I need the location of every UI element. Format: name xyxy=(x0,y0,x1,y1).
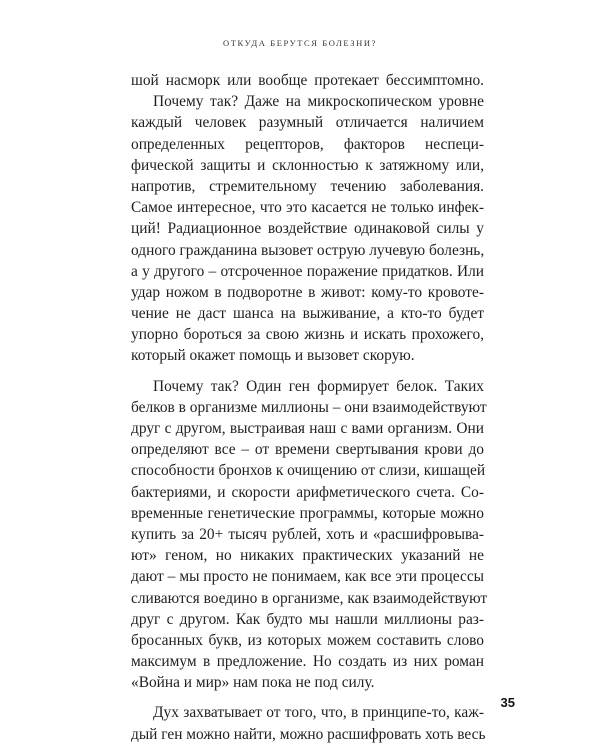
text-line: временные генетические программы, которые можно xyxy=(131,504,484,522)
text-line: который окажет помощь и вызовет скорую. xyxy=(131,347,415,365)
text-line: фической защиты и склонностью к затяжному или, xyxy=(131,156,484,174)
text-line: шой насморк или вообще протекает бессимптомно. xyxy=(131,72,484,89)
text-line: а у другого – отсроченное поражение придатков. Или xyxy=(131,262,484,280)
text-line: максимум в предложение. Но создать из них роман xyxy=(131,653,484,671)
body-text xyxy=(131,70,488,745)
text-line: Дух захватывает от того, что, в принципе-то, каж- xyxy=(153,704,484,722)
text-line: каждый человек разумный отличается наличием xyxy=(131,114,484,132)
paragraph-spacer xyxy=(131,367,484,376)
text-line: дают – мы просто не понимаем, как все эти процессы xyxy=(131,568,484,586)
text-line: бросанных букв, из которых можем составить слово xyxy=(131,631,484,649)
text-line: способности бронхов к очищению от слизи, кишащей xyxy=(131,462,486,480)
text-line: белков в организме миллионы – они взаимодействуют xyxy=(131,398,487,416)
text-line: «Война и мир» нам пока не под силу. xyxy=(131,674,375,692)
text-line: сливаются воедино в организме, как взаимодействуют xyxy=(131,589,488,607)
text-line: друг с другом. Как будто мы нашли миллионы раз- xyxy=(131,610,484,628)
text-line: упорно бороться за свою жизнь и искать прохожего, xyxy=(131,326,484,344)
text-line: бактериями, и скорости арифметического счета. Со- xyxy=(131,483,484,501)
text-line: ций! Радиационное воздействие одинаковой силы у xyxy=(131,220,484,238)
text-line: ют» геном, но никаких практических указаний не xyxy=(131,547,484,565)
text-line: чение не даст шанса на выживание, а кто-то будет xyxy=(131,305,484,323)
page-number: 35 xyxy=(500,695,515,710)
text-line: определенных рецепторов, факторов неспеци- xyxy=(131,135,484,153)
text-line: одного гражданина вызовет острую лучевую болезнь, xyxy=(131,241,485,259)
text-line: друг с другом, выстраивая наш с вами организм. Они xyxy=(131,420,484,437)
text-line: Почему так? Даже на микроскопическом уровне xyxy=(153,93,484,111)
text-line: определяют все – от времени свертывания крови до xyxy=(131,441,484,459)
paragraph-2 xyxy=(131,376,488,694)
paragraph-spacer xyxy=(131,693,484,702)
text-line: удар ножом в подворотне в живот: кому-то кровоте- xyxy=(131,283,484,301)
text-line: купить за 20+ тысяч рублей, хоть и «расшифровыва- xyxy=(131,525,484,543)
running-header: ОТКУДА БЕРУТСЯ БОЛЕЗНИ? xyxy=(222,38,378,48)
paragraph-1 xyxy=(131,70,484,367)
text-line: Почему так? Один ген формирует белок. Таких xyxy=(153,377,484,395)
text-line: дый ген можно найти, можно расшифровать хоть весь xyxy=(131,725,486,743)
text-line: напротив, стремительному течению заболевания. xyxy=(131,177,484,195)
text-line: Самое интересное, что это касается не только инфек- xyxy=(131,199,484,217)
paragraph-3 xyxy=(131,702,484,744)
